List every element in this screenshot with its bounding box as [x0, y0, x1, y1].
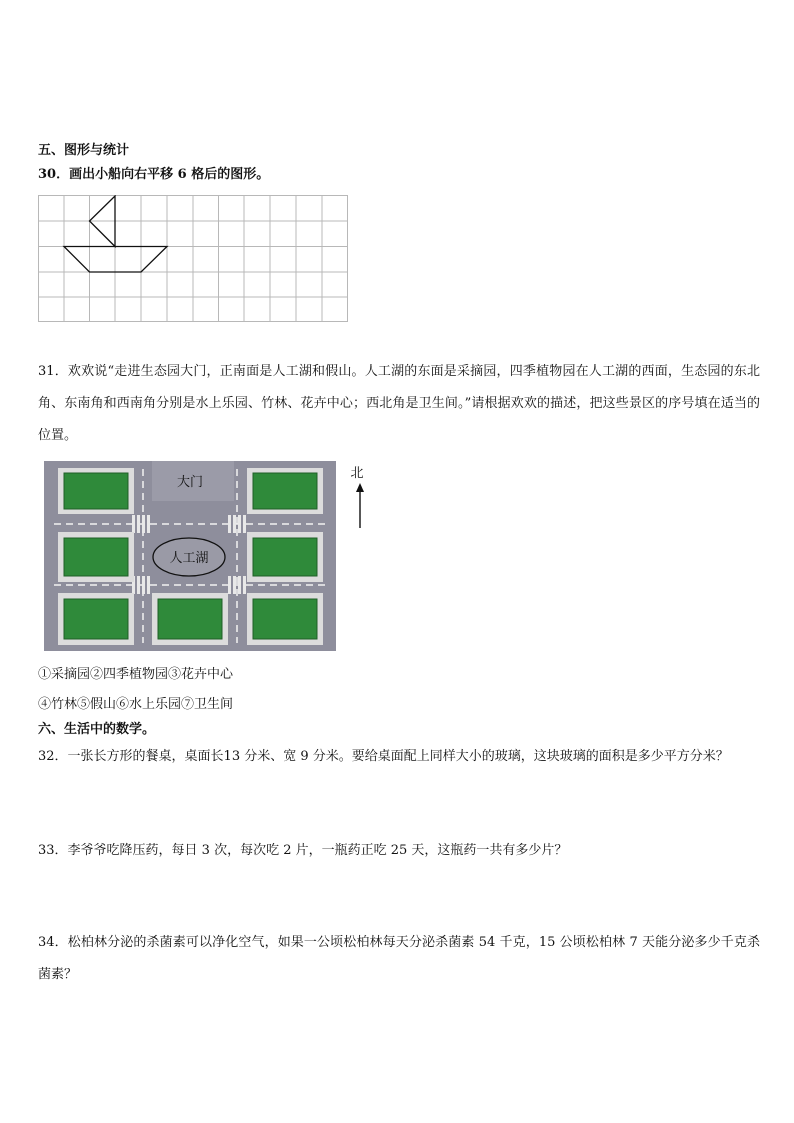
block-south — [152, 593, 228, 645]
north-arrow-icon — [356, 483, 364, 492]
block-east — [247, 532, 323, 582]
question-34: 34．松柏林分泌的杀菌素可以净化空气，如果一公顷松柏林每天分泌杀菌素 54 千克，15 公顷松柏林 7 天能分泌多少千克杀菌素？ — [38, 935, 760, 982]
question-30: 30．画出小船向右平移 6 格后的图形。 — [38, 167, 270, 182]
block-southeast — [247, 593, 323, 645]
block-northeast — [247, 468, 323, 514]
block-west — [58, 532, 134, 582]
lake-label: 人工湖 — [169, 551, 209, 566]
gate-label: 大门 — [176, 475, 204, 490]
question-31: 31．欢欢说“走进生态园大门，正南面是人工湖和假山。人工湖的东面是采摘园，四季植物园在人工湖的西面，生态园的东北角、东南角和西南角分别是水上乐园、竹林、花卉中心；西北角是卫生间。”请根据欢欢的描述，把这些景区的序号填在适当的位置。 — [38, 364, 760, 443]
question-32: 32．一张长方形的餐桌，桌面长13 分米、宽 9 分米。要给桌面配上同样大小的玻璃，这块玻璃的面积是多少平方分米？ — [38, 749, 729, 764]
grid-lines — [38, 195, 348, 322]
q31-options-line-2: ④竹林⑤假山⑥水上乐园⑦卫生间 — [38, 697, 234, 712]
north-indicator — [346, 462, 376, 534]
q31-options-line-1: ①采摘园②四季植物园③花卉中心 — [38, 667, 234, 682]
block-southwest — [58, 593, 134, 645]
section-5-title: 五、图形与统计 — [38, 143, 130, 158]
park-map — [44, 461, 336, 651]
question-33: 33．李爷爷吃降压药，每日 3 次，每次吃 2 片，一瓶药正吃 25 天，这瓶药一共有多少片？ — [38, 843, 568, 858]
block-northwest — [58, 468, 134, 514]
grid-with-boat — [38, 195, 348, 322]
section-6-title: 六、生活中的数学。 — [38, 722, 156, 737]
north-label: 北 — [350, 466, 364, 481]
